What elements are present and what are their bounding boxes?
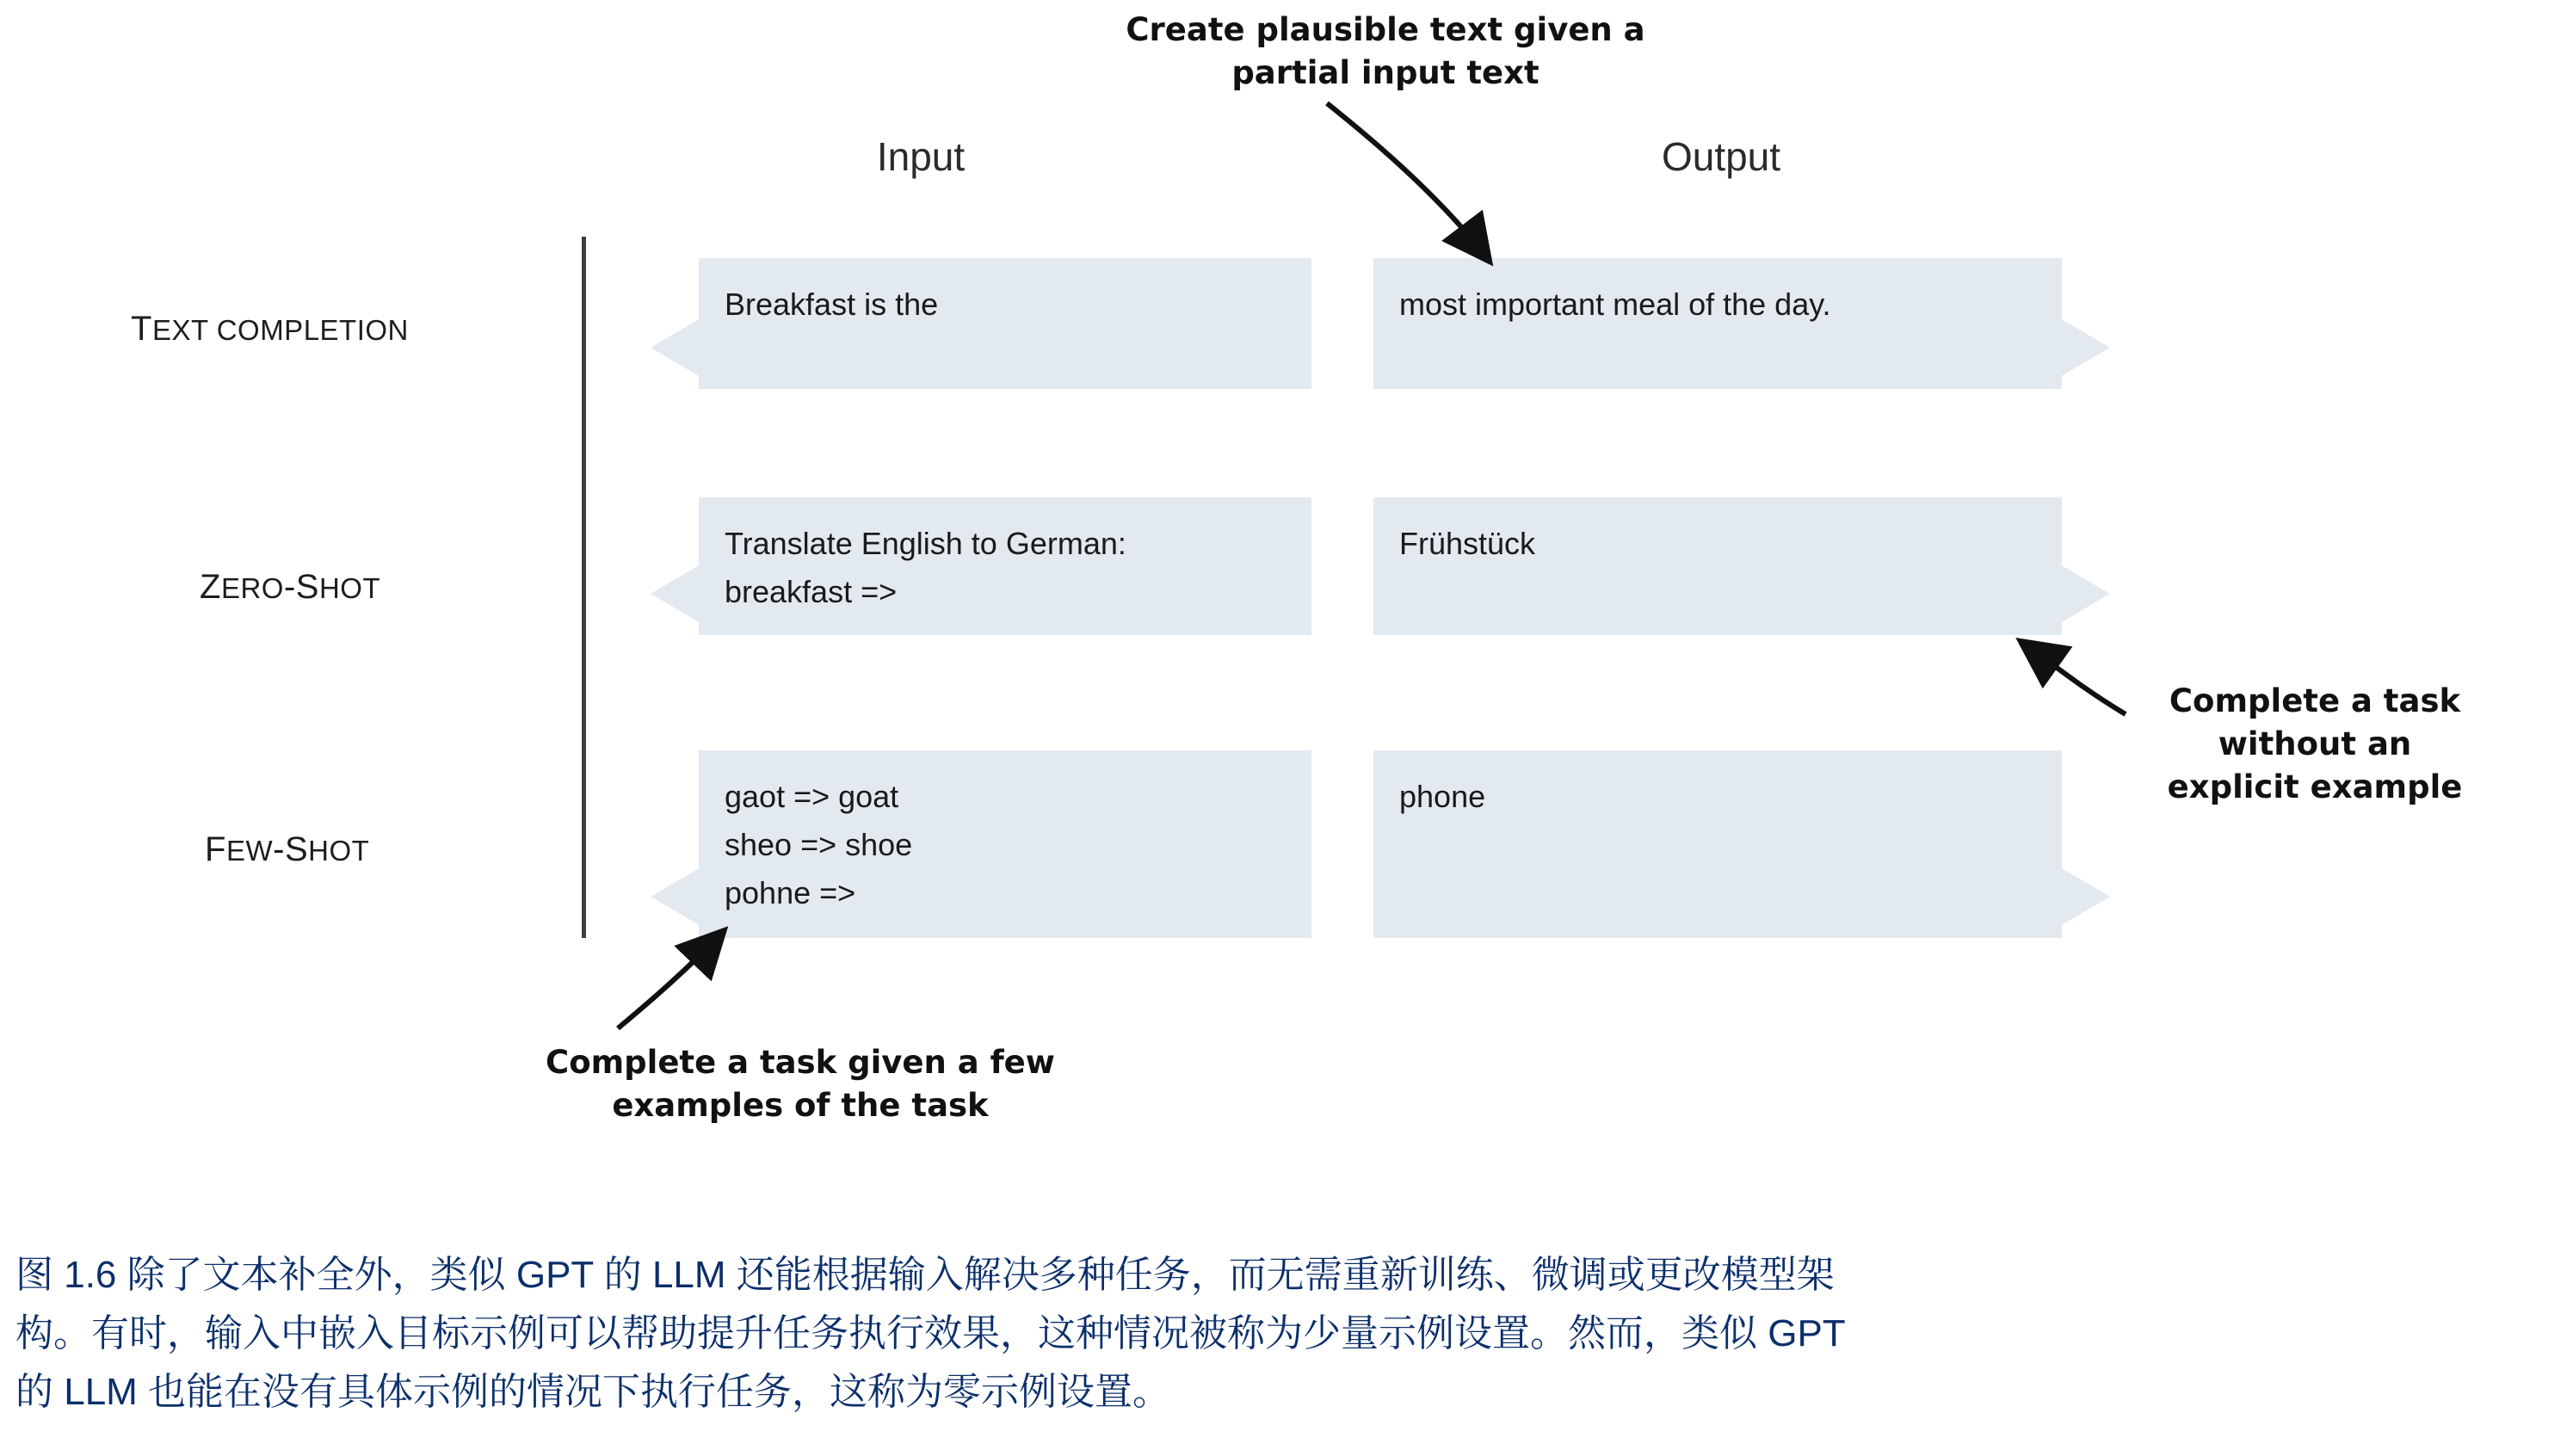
annotation-line: without an xyxy=(2218,725,2412,762)
row-label-lead2: S xyxy=(295,568,319,606)
bubble-line: breakfast => xyxy=(725,573,898,609)
row-label-lead: F xyxy=(205,830,226,868)
annotation-line: explicit example xyxy=(2167,768,2463,805)
row-label-rest: EXT COMPLETION xyxy=(151,314,409,346)
bubble-line: Frühstück xyxy=(1399,526,1536,561)
caption-line: 图 1.6 除了文本补全外，类似 GPT 的 LLM 还能根据输入解决多种任务，而无需重新训练、微调或更改模型架 xyxy=(15,1254,1835,1296)
row-label-rest2: HOT xyxy=(318,572,381,604)
row-label-lead2: S xyxy=(284,830,309,868)
annotation-line: Complete a task given a few xyxy=(546,1044,1055,1081)
bubble-line: Breakfast is the xyxy=(725,287,939,322)
row-label-lead: Z xyxy=(200,568,221,606)
annotation-line: partial input text xyxy=(1231,53,1539,91)
bubble-line: pohne => xyxy=(725,874,856,910)
row-label-hyphen: - xyxy=(273,830,285,868)
bubble-line: phone xyxy=(1399,779,1486,814)
bubble-line: gaot => goat xyxy=(725,779,899,814)
row-label-hyphen: - xyxy=(283,568,296,606)
bubble-line: most important meal of the day. xyxy=(1399,287,1831,322)
bubble-line: sheo => shoe xyxy=(725,826,913,862)
row-label-lead: T xyxy=(131,310,152,348)
caption-line: 构。有时，输入中嵌入目标示例可以帮助提升任务执行效果，这种情况被称为少量示例设置。然而，类似 GPT xyxy=(15,1312,1846,1355)
arrow-right xyxy=(2024,644,2126,714)
arrow-bottom xyxy=(618,934,721,1028)
figure-caption xyxy=(15,1246,2545,1422)
annotation-line: Create plausible text given a xyxy=(1126,11,1645,48)
row-label-rest2: HOT xyxy=(308,835,370,867)
row-label-rest: EW xyxy=(225,835,274,867)
arrow-top xyxy=(1327,103,1487,258)
bubble-line: Translate English to German: xyxy=(725,526,1126,561)
caption-line: 的 LLM 也能在没有具体示例的情况下执行任务，这称为零示例设置。 xyxy=(15,1371,1171,1414)
row-label-rest: ERO xyxy=(220,572,284,604)
annotation-line: examples of the task xyxy=(612,1086,989,1124)
column-header-input: Input xyxy=(876,134,966,179)
column-header-output: Output xyxy=(1661,134,1781,179)
annotation-line: Complete a task xyxy=(2169,682,2461,719)
